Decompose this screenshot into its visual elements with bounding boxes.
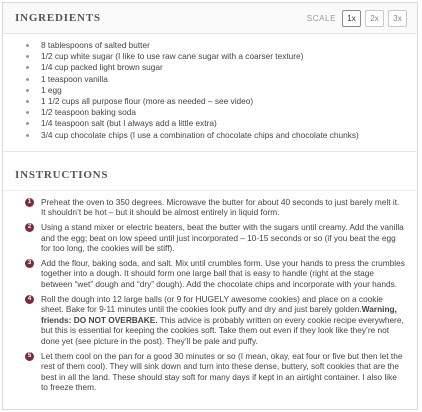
step-number-badge: 5 [25, 352, 34, 361]
ingredient-item: 8 tablespoons of salted butter [23, 40, 405, 51]
instructions-header [3, 160, 417, 191]
scale-label: SCALE [306, 13, 336, 23]
scale-selector [307, 10, 407, 27]
ingredient-item: 3/4 cup chocolate chips (I use a combination of chocolate chips and chocolate chunks) [23, 130, 405, 141]
ingredient-item: 1/2 teaspoon baking soda [23, 107, 405, 118]
ingredient-item: 1/2 cup white sugar (I like to use raw cane sugar with a coarser texture) [23, 51, 405, 62]
scale-2x-button[interactable]: 2x [365, 10, 384, 27]
step-number-badge: 4 [25, 295, 34, 304]
instruction-step [21, 351, 405, 393]
instruction-step [21, 197, 405, 218]
step-text: Let them cool on the pan for a good 30 minutes or so (I mean, okay, eat four or five but then let the rest of them cool). They will sink down and turn into these dense, buttery, soft cookies that are the best in all the land. These should stay soft for many days if kept in an airtight container. I also like to freeze them. [41, 350, 403, 393]
step-text-part-a: Roll the dough into 12 large balls (or 9 for HUGELY awesome cookies) and place on a cookie sheet. Bake for 9-11 minutes until the cookies look puffy and dry and just barely golden. [41, 293, 383, 315]
instruction-step [21, 294, 405, 347]
instructions-list [3, 191, 417, 393]
recipe-card [2, 2, 418, 410]
step-text: Using a stand mixer or electric beaters, beat the butter with the sugars until creamy. Add the vanilla and the egg; beat on low speed until just incorporated – 10-15 seconds or so (if you beat the egg for too long, the cookies will be stiff). [41, 222, 404, 254]
step-number-badge: 2 [25, 223, 34, 232]
scale-1x-button[interactable]: 1x [342, 10, 361, 27]
step-text: Preheat the oven to 350 degrees. Microwave the butter for about 40 seconds to just barely melt it. It shouldn’t be hot – but it should be almost entirely in liquid form. [41, 196, 400, 218]
step-text-part-b: This advice is probably written on every cookie recipe everywhere, but this is essential for keeping the cookies soft. Take them out even if they look like they’re not done yet (see picture in the post). They’ll be pale and puffy. [41, 314, 404, 346]
step-number-badge: 3 [25, 259, 34, 268]
ingredient-item: 1/4 cup packed light brown sugar [23, 62, 405, 73]
step-text: Add the flour, baking soda, and salt. Mix until crumbles form. Use your hands to press the crumbles together into a dough. It should form one large ball that is easy to handle (right at the stage between “wet” dough and “dry” dough). Add the chocolate chips and incorporate with your hands. [41, 257, 405, 289]
section-divider [3, 151, 417, 160]
ingredients-list [3, 34, 417, 145]
step-warning-text: Warning, friends: DO NOT OVERBAKE. [41, 304, 397, 325]
step-number-badge: 1 [25, 198, 34, 207]
ingredient-item: 1 egg [23, 85, 405, 96]
scale-3x-button[interactable]: 3x [388, 10, 407, 27]
ingredient-item: 1 1/2 cups all purpose flour (more as needed – see video) [23, 96, 405, 107]
instruction-step [21, 258, 405, 290]
ingredient-item: 1 teaspoon vanilla [23, 74, 405, 85]
ingredients-header [3, 3, 417, 34]
instruction-step [21, 222, 405, 254]
ingredients-title: INGREDIENTS [15, 12, 101, 24]
ingredient-item: 1/4 teaspoon salt (but I always add a little extra) [23, 118, 405, 129]
instructions-title: INSTRUCTIONS [15, 168, 109, 181]
